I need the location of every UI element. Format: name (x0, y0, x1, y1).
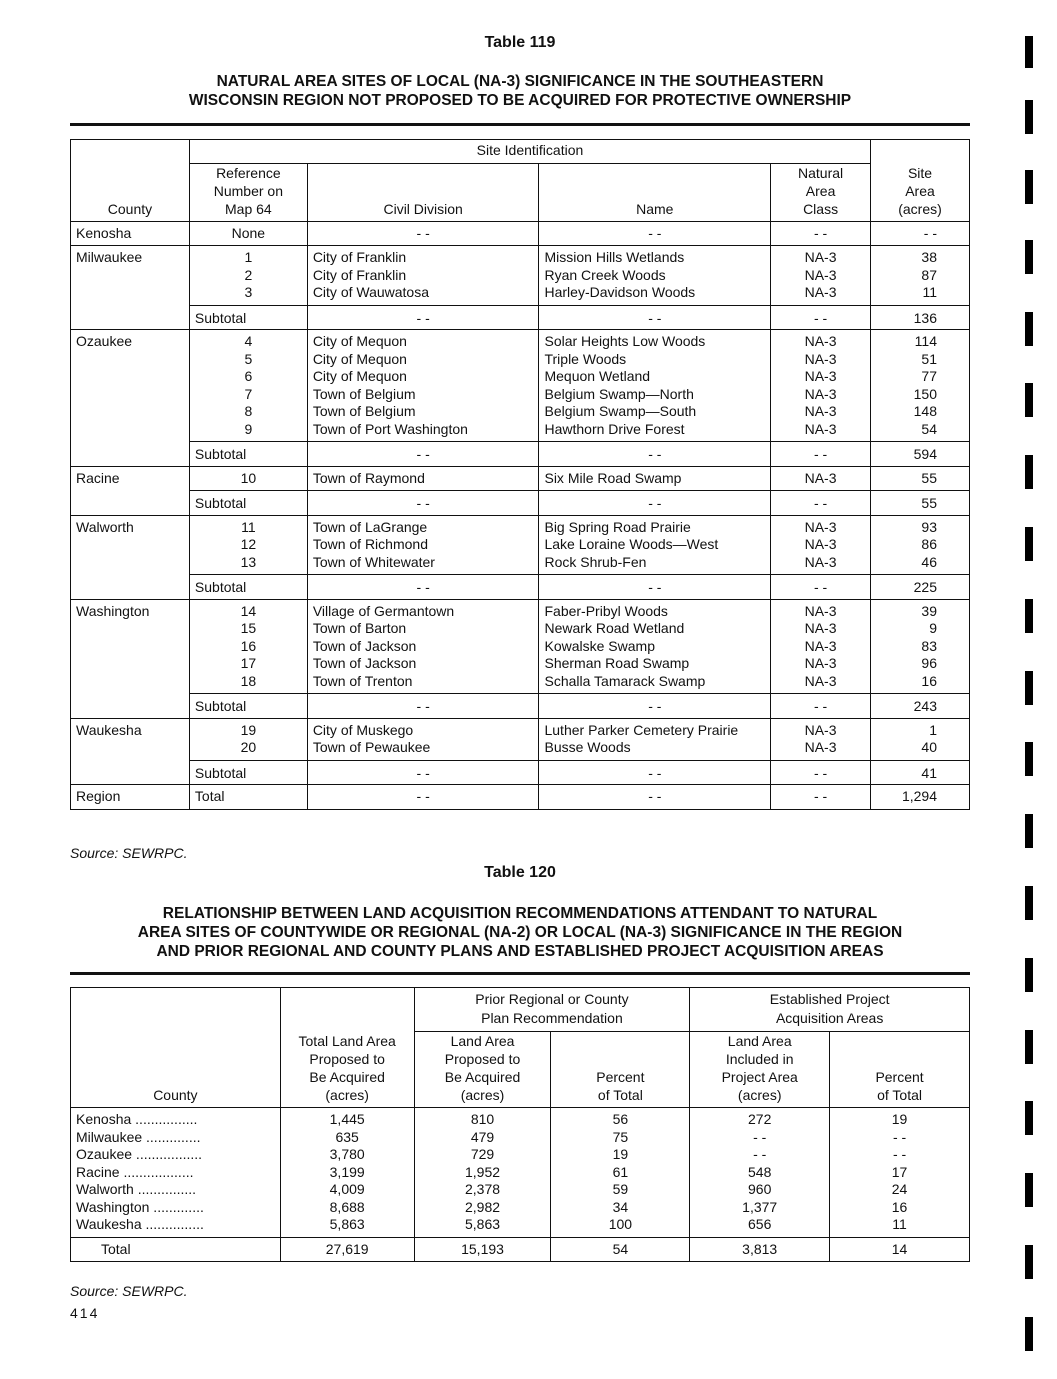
civil-division-cell: - - (307, 785, 539, 810)
reference-cell: 1 2 3 (189, 246, 307, 306)
binding-mark (1025, 383, 1033, 417)
header-line: (acres) (325, 1087, 369, 1103)
t120-prior-percent-values: 56 75 19 61 59 34 100 (551, 1108, 690, 1238)
t120-est-percent-header (830, 1032, 970, 1108)
natural-area-class-cell: - - (771, 221, 871, 246)
county-cell: Racine (71, 466, 190, 491)
site-area-header-line: Site (907, 164, 933, 181)
natural-area-class-cell: NA-3 NA-3 (771, 718, 871, 760)
civil-division-cell: City of Franklin City of Franklin City of Wauwatosa (307, 246, 539, 306)
county-cell: Region (71, 785, 190, 810)
subtotal-row (71, 442, 970, 467)
table-119 (70, 139, 970, 810)
header-line: Land Area (727, 1033, 792, 1049)
header-line: Acquisition Areas (775, 1010, 884, 1026)
header-line: Included in (725, 1051, 794, 1067)
class-header-line: Natural (798, 164, 844, 181)
binding-mark (1025, 1317, 1033, 1351)
binding-mark (1025, 886, 1033, 920)
t120-total-land-values: 1,445 635 3,780 3,199 4,009 8,688 5,863 (280, 1108, 414, 1238)
t120-prior-plan-header (414, 988, 690, 1032)
site-area-cell: 114 51 77 150 148 54 (871, 330, 970, 442)
county-cell (71, 575, 190, 600)
natural-area-class-header (771, 163, 871, 221)
table-119-body (71, 221, 970, 809)
civil-division-cell: City of Muskego Town of Pewaukee (307, 718, 539, 760)
table-119-title (60, 72, 980, 110)
subtotal-row (71, 575, 970, 600)
t120-prior-land-values: 810 479 729 1,952 2,378 2,982 5,863 (414, 1108, 551, 1238)
reference-cell: Subtotal (189, 575, 307, 600)
binding-mark (1025, 742, 1033, 776)
table-row (71, 246, 970, 306)
site-name-cell: Six Mile Road Swamp (539, 466, 771, 491)
natural-area-class-cell: NA-3 NA-3 NA-3 NA-3 NA-3 (771, 599, 871, 694)
reference-header-line: Number on (213, 182, 283, 199)
site-area-header-line: (acres) (898, 200, 942, 217)
table-row (71, 330, 970, 442)
reference-cell: Subtotal (189, 442, 307, 467)
civil-division-cell: Town of Raymond (307, 466, 539, 491)
site-name-cell: - - (539, 760, 771, 785)
t120-prior-land-header (414, 1032, 551, 1108)
site-area-cell: 55 (871, 491, 970, 516)
table-119-header-row-1 (71, 140, 970, 164)
header-line: Established Project (769, 991, 890, 1007)
natural-area-class-cell: - - (771, 760, 871, 785)
civil-division-header: Civil Division (307, 163, 539, 221)
site-name-cell: - - (539, 575, 771, 600)
site-area-cell: 41 (871, 760, 970, 785)
reference-cell: 10 (189, 466, 307, 491)
site-name-cell: Big Spring Road Prairie Lake Loraine Woods—West Rock Shrub-Fen (539, 515, 771, 575)
table-119-title-line-1: NATURAL AREA SITES OF LOCAL (NA-3) SIGNIFICANCE IN THE SOUTHEASTERN (216, 73, 824, 90)
table-120-header-row-1 (71, 988, 970, 1032)
civil-division-cell: - - (307, 491, 539, 516)
binding-mark (1025, 240, 1033, 274)
site-area-header-line: Area (905, 182, 935, 199)
t120-total-prior-land: 15,193 (414, 1237, 551, 1262)
binding-mark (1025, 312, 1033, 346)
t120-est-land-values: 272 - - - - 548 960 1,377 656 (690, 1108, 830, 1238)
t120-prior-percent-header (551, 1032, 690, 1108)
class-header-line: Class (803, 200, 839, 217)
site-area-cell: 225 (871, 575, 970, 600)
county-cell: Kenosha (71, 221, 190, 246)
civil-division-cell: - - (307, 760, 539, 785)
county-cell: Washington (71, 599, 190, 694)
t120-total-land-header (280, 988, 414, 1108)
t120-total-est-percent: 14 (830, 1237, 970, 1262)
table-row (71, 599, 970, 694)
table-120-label: Table 120 (484, 864, 556, 881)
reference-header-line: Map 64 (225, 200, 272, 217)
table-120-data-row (71, 1108, 970, 1238)
header-line: Prior Regional or County (475, 991, 629, 1007)
header-line: (acres) (737, 1087, 782, 1103)
header-line: Land Area (450, 1033, 515, 1049)
county-cell: Ozaukee (71, 330, 190, 442)
t120-est-percent-values: 19 - - - - 17 24 16 11 (830, 1108, 970, 1238)
civil-division-cell: - - (307, 221, 539, 246)
header-line: Proposed to (444, 1051, 521, 1067)
site-name-cell: - - (539, 305, 771, 330)
binding-mark (1025, 1101, 1033, 1135)
reference-cell: Total (189, 785, 307, 810)
header-line: Be Acquired (309, 1069, 385, 1085)
reference-cell: 19 20 (189, 718, 307, 760)
table-120-title-line-3: AND PRIOR REGIONAL AND COUNTY PLANS AND ESTABLISHED PROJECT ACQUISITION AREAS (156, 943, 884, 960)
t120-est-land-header (690, 1032, 830, 1108)
county-cell (71, 760, 190, 785)
binding-mark (1025, 958, 1033, 992)
name-header: Name (539, 163, 771, 221)
reference-cell: Subtotal (189, 760, 307, 785)
t120-total-land: 27,619 (280, 1237, 414, 1262)
table-119-source: Source: SEWRPC. (70, 845, 188, 861)
natural-area-class-cell: - - (771, 694, 871, 719)
binding-mark (1025, 671, 1033, 705)
site-area-cell: 243 (871, 694, 970, 719)
county-cell: Milwaukee (71, 246, 190, 306)
subtotal-row (71, 760, 970, 785)
table-120 (70, 987, 970, 1262)
binding-mark (1025, 1173, 1033, 1207)
header-line: Be Acquired (444, 1069, 521, 1085)
binding-mark (1025, 170, 1033, 204)
site-area-cell: 38 87 11 (871, 246, 970, 306)
header-line: Proposed to (309, 1051, 385, 1067)
table-119-header-row-2 (71, 163, 970, 221)
site-area-cell: 136 (871, 305, 970, 330)
t120-total-row (71, 1237, 970, 1262)
binding-mark (1025, 814, 1033, 848)
natural-area-class-cell: - - (771, 575, 871, 600)
county-cell (71, 694, 190, 719)
reference-cell: Subtotal (189, 694, 307, 719)
natural-area-class-cell: NA-3 NA-3 NA-3 (771, 515, 871, 575)
table-120-title-line-2: AREA SITES OF COUNTYWIDE OR REGIONAL (NA-2) OR LOCAL (NA-3) SIGNIFICANCE IN THE REGION (137, 924, 903, 941)
site-name-cell: Mission Hills Wetlands Ryan Creek Woods Harley-Davidson Woods (539, 246, 771, 306)
subtotal-row (71, 785, 970, 810)
class-header-line: Area (805, 182, 836, 199)
t120-county-header: County (71, 988, 281, 1108)
site-area-cell: 55 (871, 466, 970, 491)
table-row (71, 466, 970, 491)
reference-cell: Subtotal (189, 305, 307, 330)
site-area-cell: 1 40 (871, 718, 970, 760)
t120-total-prior-percent: 54 (551, 1237, 690, 1262)
site-name-cell: - - (539, 491, 771, 516)
table-120-title-line-1: RELATIONSHIP BETWEEN LAND ACQUISITION RECOMMENDATIONS ATTENDANT TO NATURAL (162, 905, 878, 922)
site-name-cell: - - (539, 221, 771, 246)
table-row (71, 515, 970, 575)
natural-area-class-cell: NA-3 NA-3 NA-3 NA-3 NA-3 NA-3 (771, 330, 871, 442)
civil-division-cell: Village of Germantown Town of Barton Town of Jackson Town of Jackson Town of Trenton (307, 599, 539, 694)
county-cell: Walworth (71, 515, 190, 575)
site-name-cell: - - (539, 694, 771, 719)
site-area-cell: 594 (871, 442, 970, 467)
reference-cell: None (189, 221, 307, 246)
site-name-cell: - - (539, 442, 771, 467)
civil-division-cell: City of Mequon City of Mequon City of Mequon Town of Belgium Town of Belgium Town of Port Washington (307, 330, 539, 442)
site-area-header (871, 140, 970, 222)
county-header: County (71, 140, 190, 222)
binding-mark (1025, 455, 1033, 489)
t120-total-est-land: 3,813 (690, 1237, 830, 1262)
binding-mark (1025, 527, 1033, 561)
site-identification-header: Site Identification (189, 140, 870, 164)
header-line: Percent (596, 1069, 645, 1085)
county-cell (71, 442, 190, 467)
subtotal-row (71, 305, 970, 330)
table-119-title-line-2: WISCONSIN REGION NOT PROPOSED TO BE ACQUIRED FOR PROTECTIVE OWNERSHIP (188, 92, 852, 109)
site-area-cell: 93 86 46 (871, 515, 970, 575)
site-name-cell: Luther Parker Cemetery Prairie Busse Woods (539, 718, 771, 760)
natural-area-class-cell: NA-3 NA-3 NA-3 (771, 246, 871, 306)
binding-mark (1025, 100, 1033, 134)
natural-area-class-cell: - - (771, 785, 871, 810)
reference-number-header (189, 163, 307, 221)
t120-total-label: Total (71, 1237, 281, 1262)
binding-mark (1025, 1030, 1033, 1064)
binding-mark (1025, 599, 1033, 633)
page-number: 414 (70, 1305, 100, 1321)
site-area-cell: - - (871, 221, 970, 246)
table-119-top-rule (70, 123, 970, 126)
table-row (71, 718, 970, 760)
table-119-label: Table 119 (484, 34, 556, 51)
site-name-cell: - - (539, 785, 771, 810)
table-120-title (60, 904, 980, 961)
county-cell (71, 305, 190, 330)
header-line: Plan Recommendation (481, 1010, 623, 1026)
subtotal-row (71, 491, 970, 516)
natural-area-class-cell: - - (771, 305, 871, 330)
header-line: (acres) (460, 1087, 505, 1103)
site-name-cell: Solar Heights Low Woods Triple Woods Mequon Wetland Belgium Swamp—North Belgium Swamp—South Hawthorn Drive Forest (539, 330, 771, 442)
reference-cell: 4 5 6 7 8 9 (189, 330, 307, 442)
reference-header-line: Reference (216, 164, 281, 181)
civil-division-cell: - - (307, 305, 539, 330)
civil-division-cell: - - (307, 694, 539, 719)
reference-cell: Subtotal (189, 491, 307, 516)
binding-mark (1025, 1245, 1033, 1279)
t120-county-list: Kenosha ................ Milwaukee .............. Ozaukee ................. Racine .................. Walworth ............... Washington ............. Waukesha ............... (71, 1108, 281, 1238)
site-area-cell: 1,294 (871, 785, 970, 810)
header-line: of Total (597, 1087, 643, 1103)
header-line: Percent (875, 1069, 924, 1085)
county-cell (71, 491, 190, 516)
site-name-cell: Faber-Pribyl Woods Newark Road Wetland Kowalske Swamp Sherman Road Swamp Schalla Tamarack Swamp (539, 599, 771, 694)
site-area-cell: 39 9 83 96 16 (871, 599, 970, 694)
civil-division-cell: - - (307, 575, 539, 600)
t120-established-project-header (690, 988, 970, 1032)
reference-cell: 14 15 16 17 18 (189, 599, 307, 694)
header-line: of Total (877, 1087, 922, 1103)
natural-area-class-cell: - - (771, 491, 871, 516)
civil-division-cell: Town of LaGrange Town of Richmond Town of Whitewater (307, 515, 539, 575)
natural-area-class-cell: NA-3 (771, 466, 871, 491)
header-line: Total Land Area (298, 1033, 396, 1049)
natural-area-class-cell: - - (771, 442, 871, 467)
county-cell: Waukesha (71, 718, 190, 760)
civil-division-cell: - - (307, 442, 539, 467)
table-120-top-rule (70, 972, 970, 975)
header-line: Project Area (721, 1069, 798, 1085)
reference-cell: 11 12 13 (189, 515, 307, 575)
subtotal-row (71, 694, 970, 719)
table-row (71, 221, 970, 246)
table-120-source: Source: SEWRPC. (70, 1283, 188, 1299)
